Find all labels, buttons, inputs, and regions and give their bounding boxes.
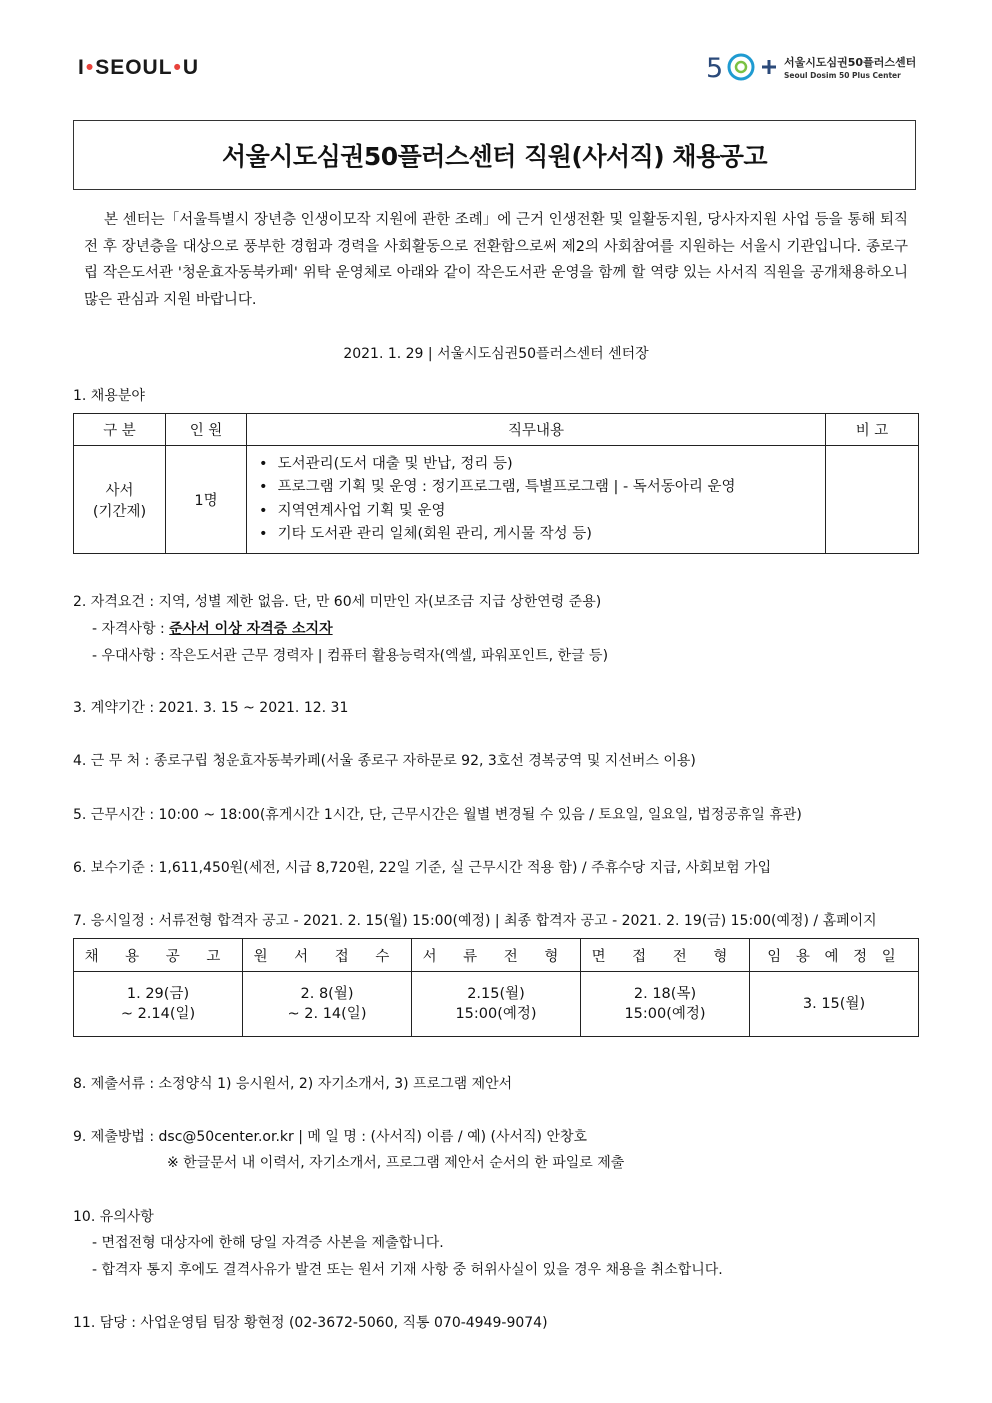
duty-item: • 프로그램 기획 및 운영 : 정기프로그램, 특별프로그램 | - 독서동아리 운영 [259,476,825,500]
submission-note: ※ 한글문서 내 이력서, 자기소개서, 프로그램 제안서 순서의 한 파일로 제출 [167,1155,625,1171]
section-3-contract: 3. 계약기간 : 2021. 3. 15 ~ 2021. 12. 31 [73,700,349,716]
duty-item: • 지역연계사업 기획 및 운영 [259,500,825,524]
schedule-cell: 3. 15(월) [750,972,919,1037]
announcement-date: 2021. 1. 29 | 서울시도심권50플러스센터 센터장 [343,346,649,362]
section-6-pay: 6. 보수기준 : 1,611,450원(세전, 시급 8,720원, 22일 기준, 실 근무시간 적용 함) / 주휴수당 지급, 사회보험 가입 [73,860,772,876]
table-header: 비 고 [826,414,919,446]
intro-paragraph: 본 센터는「서울특별시 장년층 인생이모작 지원에 관한 조례」에 근거 인생전환 및 일활동지원, 당사자지원 사업 등을 통해 퇴직 전 후 장년층을 대상으로 풍부한 경험과 경력을 사회활동으로 전환함으로써 제2의 사회참여를 지원하는 서울시 기관입니다. 종로구립 작은도서관 '청운효자동북카페' 위탁 운영체로 아래와 같이 작은도서관 운영을 함께 할 역량 있는 사서직 직원을 공개채용하오니 많은 관심과 지원 바랍니다. [84,212,908,308]
table-header: 임 용 예 정 일 [750,939,919,972]
preference-line: - 우대사항 : 작은도서관 근무 경력자 | 컴퓨터 활용능력자(엑셀, 파워포인트, 한글 등) [92,648,609,664]
table-header: 구 분 [74,414,166,446]
table-header: 인 원 [166,414,247,446]
section-8-documents: 8. 제출서류 : 소정양식 1) 응시원서, 2) 자기소개서, 3) 프로그램 제안서 [73,1076,513,1092]
section-11-contact: 11. 담당 : 사업운영팀 팀장 황현정 (02-3672-5060, 직통 070-4949-9074) [73,1315,548,1331]
logo-five: 5 [706,53,724,84]
section-1-heading: 1. 채용분야 [73,388,145,404]
fifty-plus-logo-icon [704,46,780,86]
center-name-english: Seoul Dosim 50 Plus Center [784,71,901,80]
schedule-cell: 2.15(월) 15:00(예정) [412,972,581,1037]
headcount: 1명 [166,446,247,554]
duty-item: • 도서관리(도서 대출 및 반납, 정리 등) [259,453,825,477]
schedule-cell: 1. 29(금) ~ 2.14(일) [74,972,243,1037]
table-header: 채 용 공 고 [74,939,243,972]
center-name-korean: 서울시도심권50플러스센터 [784,56,917,69]
job-category: 사서 (기간제) [74,446,166,554]
page-title: 서울시도심권50플러스센터 직원(사서직) 채용공고 [73,120,916,190]
logo-outer-ring [729,55,753,79]
center-logo [704,46,934,86]
qualification-value: 준사서 이상 자격증 소지자 [169,621,333,637]
qualification-line: - 자격사항 : 준사서 이상 자격증 소지자 [92,621,333,637]
section-9-method: 9. 제출방법 : dsc@50center.or.kr | 메 일 명 : (사서직) 이름 / 예) (사서직) 안창호 [73,1129,588,1145]
caution-item: - 합격자 통지 후에도 결격사유가 발견 또는 원서 기재 사항 중 허위사실이 있을 경우 채용을 취소합니다. [92,1262,723,1278]
section-5-hours: 5. 근무시간 : 10:00 ~ 18:00(휴게시간 1시간, 단, 근무시간은 월별 변경될 수 있음 / 토요일, 일요일, 법정공휴일 휴관) [73,807,802,823]
seoul-logo [78,56,199,80]
seoul-logo-i: I [78,56,85,79]
schedule-cell: 2. 18(목) 15:00(예정) [581,972,750,1037]
seoul-logo-u: U [182,56,200,79]
section-7-schedule: 7. 응시일정 : 서류전형 합격자 공고 - 2021. 2. 15(월) 15:00(예정) | 최종 합격자 공고 - 2021. 2. 19(금) 15:00(예정) / 홈페이지 [73,913,877,929]
logo-inner-ring [736,62,746,72]
duties-cell [247,446,826,554]
dot-icon: • [85,56,95,79]
section-10-heading: 10. 유의사항 [73,1209,154,1225]
table-header: 서 류 전 형 [412,939,581,972]
caution-item: - 면접전형 대상자에 한해 당일 자격증 사본을 제출합니다. [92,1235,444,1251]
schedule-cell: 2. 8(월) ~ 2. 14(일) [243,972,412,1037]
table-header: 직무내용 [247,414,826,446]
table-header: 원 서 접 수 [243,939,412,972]
seoul-logo-seoul: SEOUL [95,56,173,79]
recruitment-field-table [73,413,919,554]
section-2-requirements: 2. 자격요건 : 지역, 성별 제한 없음. 단, 만 60세 미만인 자(보조금 지급 상한연령 준용) [73,594,602,610]
dot-icon: • [173,56,182,79]
duty-item: • 기타 도서관 관리 일체(회원 관리, 게시물 작성 등) [259,523,825,547]
schedule-table [73,938,919,1037]
remarks-cell [826,446,919,554]
table-header: 면 접 전 형 [581,939,750,972]
logo-plus [762,60,776,74]
section-4-workplace: 4. 근 무 처 : 종로구립 청운효자동북카페(서울 종로구 자하문로 92, 3호선 경복궁역 및 지선버스 이용) [73,753,696,769]
